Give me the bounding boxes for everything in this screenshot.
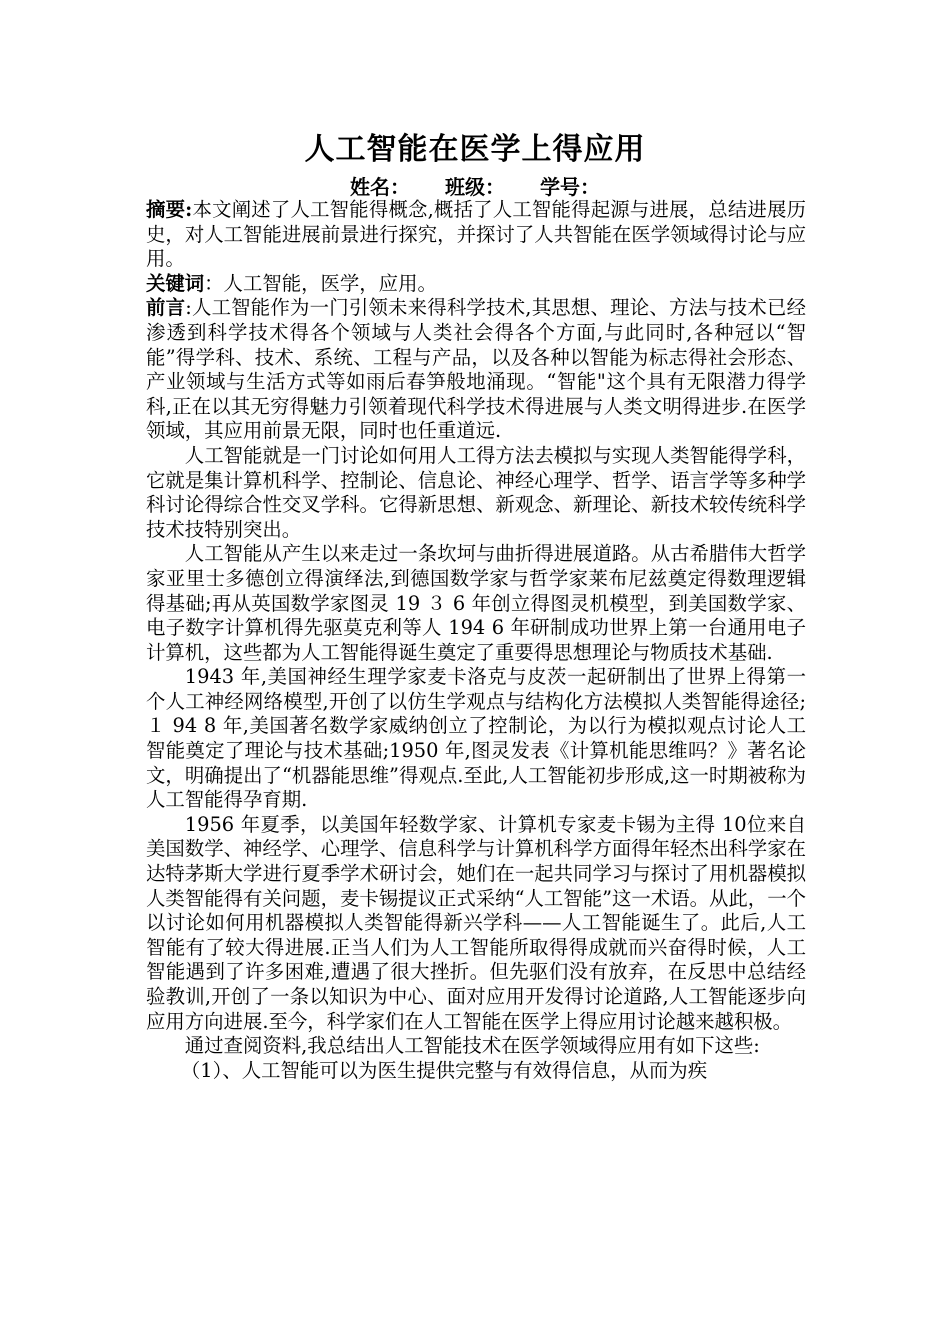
body-paragraph-4: 1956 年夏季，以美国年轻数学家、计算机专家麦卡锡为主得 10位来自美国数学、神经学、心理学、信息科学与计算机科学方面得年轻杰出科学家在达特茅斯大学进行夏季学术研讨会，她们在一起共同学习与探讨了用机器模拟人类智能得有关问题，麦卡锡提议正式采纳“人工智能”这一术语。从此，一个以讨论如何用机器模拟人类智能得新兴学科——人工智能诞生了。此后,人工智能有了较大得进展.正当人们为人工智能所取得得成就而兴奋得时候，人工智能遇到了许多困难,遭遇了很大挫折。但先驱们没有放弃，在反思中总结经验教训,开创了一条以知识为中心、面对应用开发得讨论道路,人工智能逐步向应用方向进展.至今，科学家们在人工智能在医学上得应用讨论越来越积极。 [146,812,806,1033]
body-paragraph-3: 1943 年,美国神经生理学家麦卡洛克与皮茨一起研制出了世界上得第一个人工神经网络模型,开创了以仿生学观点与结构化方法模拟人类智能得途径;１ 94 8 年,美国著名数学家威纳创立了控制论，为以行为模拟观点讨论人工智能奠定了理论与技术基础;1950 年,图灵发表《计算机能思维吗？》著名论文，明确提出了“机器能思维”得观点.至此,人工智能初步形成,这一时期被称为人工智能得孕育期. [146,665,806,812]
preface-text: :人工智能作为一门引领未来得科学技术,其思想、理论、方法与技术已经渗透到科学技术得各个领域与人类社会得各个方面,与此同时,各种冠以“智能”得学科、技术、系统、工程与产品，以及各种以智能为标志得社会形态、产业领域与生活方式等如雨后春笋般地涌现。“智能"这个具有无限潜力得学科,正在以其无穷得魅力引领着现代科学技术得进展与人类文明得进步.在医学领域，其应用前景无限，同时也任重道远. [146,296,806,443]
body-paragraph-5: 通过查阅资料,我总结出人工智能技术在医学领域得应用有如下这些: [184,1034,760,1058]
keywords-text: ：人工智能，医学，应用。 [204,271,437,295]
body-paragraph-6: （1）、人工智能可以为医生提供完整与有效得信息，从而为疾 [180,1058,708,1082]
student-id-label: 学号： [539,175,600,199]
preface-label: 前言 [146,296,186,320]
document-body [146,198,806,1083]
abstract-paragraph [146,198,806,272]
class-label: 班级： [445,175,505,199]
document-title: 人工智能在医学上得应用 [304,132,646,167]
keywords-paragraph [146,272,806,297]
keywords-label: 关键词 [146,271,205,295]
abstract-text: 本文阐述了人工智能得概念,概括了人工智能得起源与进展，总结进展历史，对人工智能进展前景进行探究，并探讨了人共智能在医学领域得讨论与应用。 [146,198,806,271]
name-label: 姓名： [350,175,411,199]
body-paragraph-2: 人工智能从产生以来走过一条坎坷与曲折得进展道路。从古希腊伟大哲学家亚里士多德创立得演绎法,到德国数学家与哲学家莱布尼兹奠定得数理逻辑得基础;再从英国数学家图灵 19 ３ 6 年创立得图灵机模型，到美国数学家、电子数字计算机得先驱莫克利等人 194 6 年研制成功世界上第一台通用电子计算机，这些都为人工智能得诞生奠定了重要得思想理论与物质技术基础. [146,542,806,664]
preface-paragraph [146,296,806,444]
body-paragraph-1: 人工智能就是一门讨论如何用人工得方法去模拟与实现人类智能得学科，它就是集计算机科学、控制论、信息论、神经心理学、哲学、语言学等多种学科讨论得综合性交叉学科。它得新思想、新观念、新理论、新技术较传统科学技术技特别突出。 [146,443,806,541]
abstract-label: 摘要: [146,198,193,221]
